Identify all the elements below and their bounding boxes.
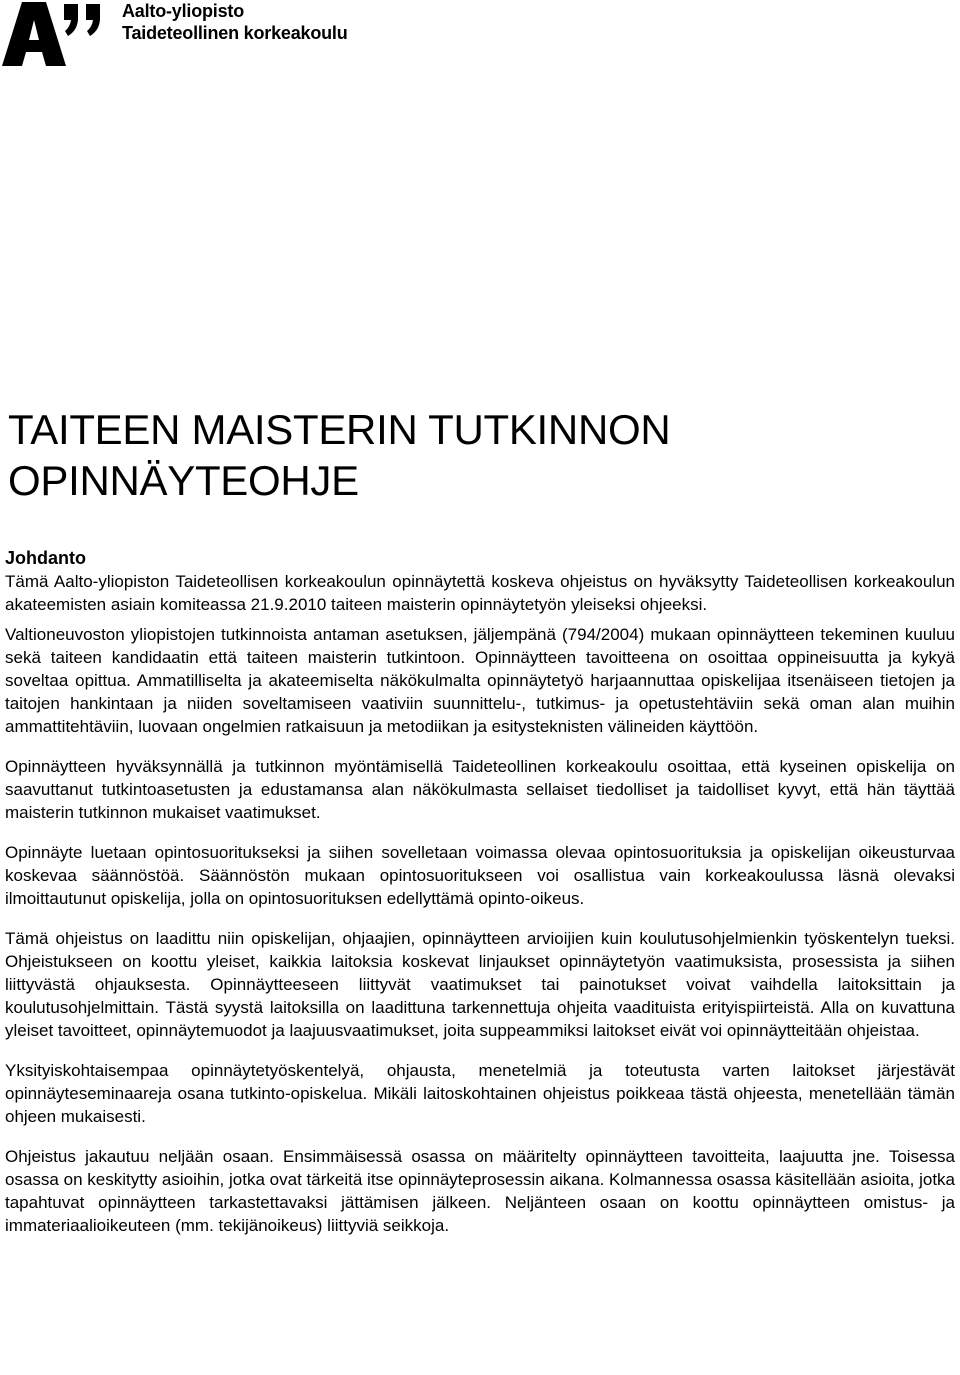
paragraph: Yksityiskohtaisempaa opinnäytetyöskentelyä, ohjausta, menetelmiä ja toteutusta varten laitokset järjestävät opinnäyteseminaareja osana tutkinto-opiskelua. Mikäli laitoskohtainen ohjeistus poikkeaa tästä ohjeesta, menetellään tämän ohjeen mukaisesti. <box>5 1061 955 1126</box>
paragraph: Valtioneuvoston yliopistojen tutkinnoista antaman asetuksen, jäljempänä (794/2004) mukaan opinnäytteen tekeminen kuuluu sekä taiteen kandidaatin että taiteen maisterin tutkintoon. Opinnäytteen tavoitteena on osoittaa oppineisuutta ja kykyä soveltaa opittua. Ammatilliselta ja akateemiselta näkökulmalta opinnäytetyö harjaannuttaa opiskelijaa itsenäiseen tietojen ja taitojen hankintaan ja niiden soveltamiseen vaativiin suunnittelu-, tutkimus- ja opetustehtäviin sekä oman alan muihin ammattitehtäviin, luovaan ongelmien ratkaisuun ja metodiikan ja esitysteknisten välineiden käyttöön. <box>5 625 955 736</box>
logo-line-school: Taideteollinen korkeakoulu <box>122 23 348 43</box>
section-heading: Johdanto <box>5 548 86 568</box>
paragraph: Tämä ohjeistus on laadittu niin opiskelijan, ohjaajien, opinnäytteen arvioijien kuin koulutusohjelmienkin työskentelyn tueksi. Ohjeistukseen on koottu yleiset, kaikkia laitoksia koskevat linjaukset opinnäytetyön vaatimuksista, prosessista ja siihen liittyvästä ohjauksesta. Opinnäytteeseen liittyvät vaatimukset tai painotukset voivat vaihdella laitoksittain ja koulutusohjelmittain. Tästä syystä laitoksilla on laadittuna tarkennettuja ohjeita vaadituista erityispiirteistä. Alla on kuvattuna yleiset tavoitteet, opinnäytemuodot ja laajuusvaatimukset, joita suppeammiksi laitokset eivät voi opinnäytteitään ohjeistaa. <box>5 929 955 1040</box>
aalto-logo-icon <box>2 0 106 66</box>
document-body <box>5 546 955 1254</box>
title-line-2: OPINNÄYTEOHJE <box>8 457 359 504</box>
title-line-1: TAITEEN MAISTERIN TUTKINNON <box>8 406 671 453</box>
document-title <box>8 404 670 506</box>
logo-line-university: Aalto-yliopisto <box>122 1 244 21</box>
institution-name <box>122 0 348 44</box>
paragraph: Tämä Aalto-yliopiston Taideteollisen korkeakoulun opinnäytettä koskeva ohjeistus on hyväksytty Taideteollisen korkeakoulun akateemisten asiain komiteassa 21.9.2010 taiteen maisterin opinnäytetyön yleiseksi ohjeeksi. <box>5 572 955 614</box>
paragraph: Opinnäyte luetaan opintosuoritukseksi ja siihen sovelletaan voimassa olevaa opintosuorituksia ja opiskelijan oikeusturvaa koskevaa säännöstöä. Säännöstön mukaan opintosuoritukseen voi osallistua vain korkeakoulussa läsnä olevaksi ilmoittautunut opiskelija, jolla on opintosuorituksen edellyttämä opinto-oikeus. <box>5 843 955 908</box>
paragraph: Ohjeistus jakautuu neljään osaan. Ensimmäisessä osassa on määritelty opinnäytteen tavoitteita, laajuutta jne. Toisessa osassa on keskitytty asioihin, jotka ovat tärkeitä itse opinnäyteprosessin aikana. Kolmannessa osassa käsitellään asioita, jotka tapahtuvat opinnäytteen tarkastettavaksi jättämisen jälkeen. Neljänteen osaan on koottu opinnäytteen omistus- ja immateriaalioikeuteen (mm. tekijänoikeus) liittyviä seikkoja. <box>5 1147 955 1235</box>
document-header <box>0 0 430 70</box>
paragraph: Opinnäytteen hyväksynnällä ja tutkinnon myöntämisellä Taideteollinen korkeakoulu osoittaa, että kyseinen opiskelija on saavuttanut tutkintoasetusten ja edustamansa alan näkökulmasta sellaiset tiedolliset ja taidolliset kyvyt, että hän täyttää maisterin tutkinnon mukaiset vaatimukset. <box>5 757 955 822</box>
